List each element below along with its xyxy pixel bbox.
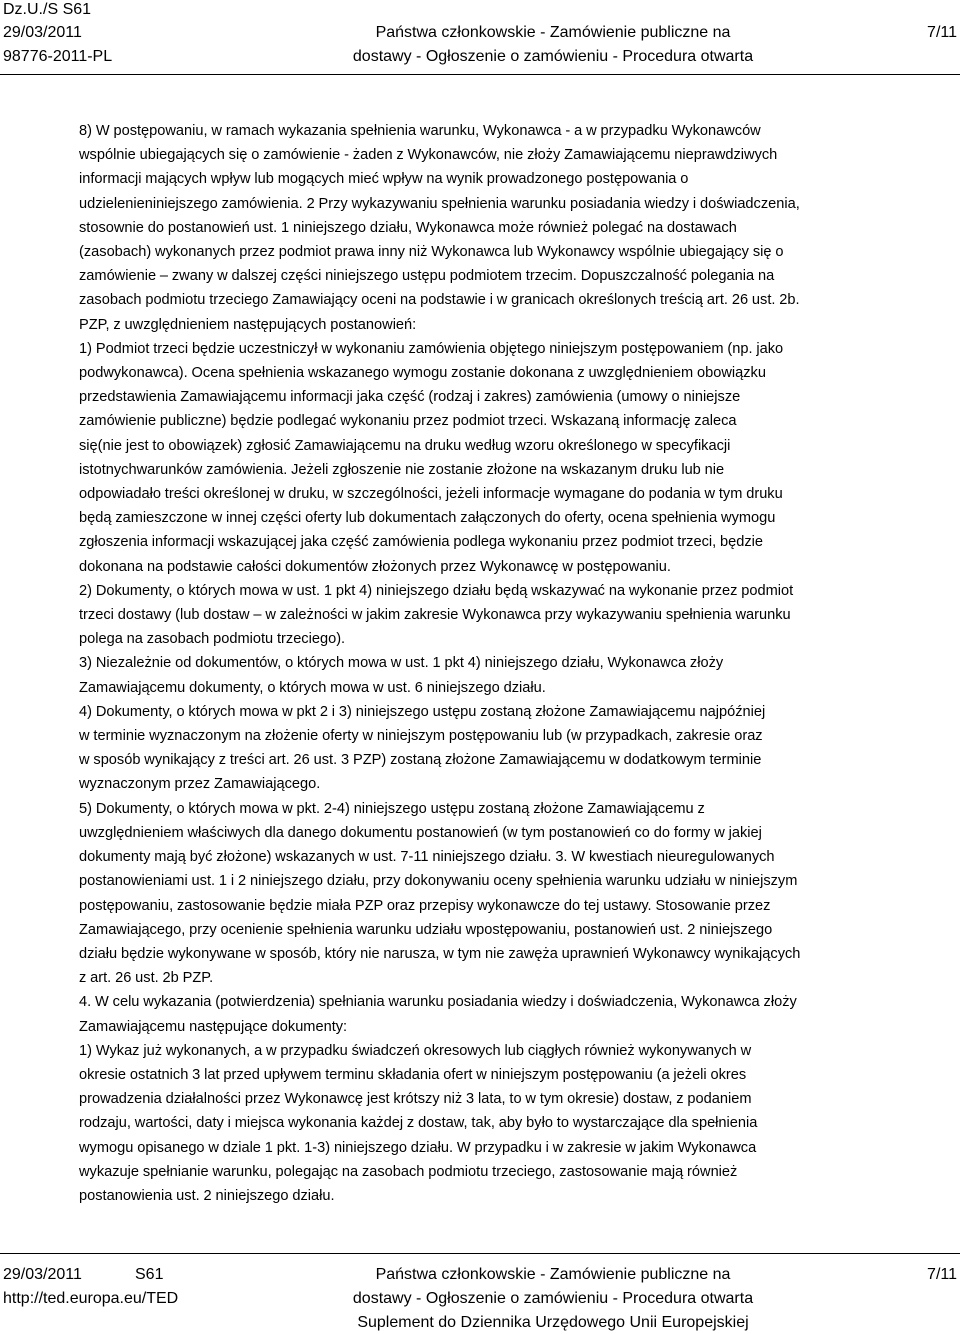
footer-title-line1: Państwa członkowskie - Zamówienie publiczne na [375,1266,731,1283]
line-7: zamówienie – zwany w dalszej części niniejszego ustępu podmiotem trzecim. Dopuszczalność polegania na [79,268,775,285]
line-1: 8) W postępowaniu, w ramach wykazania spełnienia warunku, Wykonawca - a w przypadku Wykonawców [79,123,761,139]
body-paragraph [79,119,960,1208]
line-16: odpowiadało treści określonej w druku, w szczególności, jeżeli informacje wymagane do podania w tym druku [79,486,783,503]
line-37: 4. W celu wykazania (potwierdzenia) spełniania warunku posiadania wiedzy i doświadczenia, Wykonawca złoży [79,994,797,1011]
line-24: Zamawiającemu dokumenty, o których mowa w ust. 6 niniejszego działu. [79,679,546,696]
line-43: wymogu opisanego w dziale 1 pkt. 1-3) niniejszego działu. W przypadku i w zakresie w jakim Wykonawca [79,1139,757,1156]
footer-supplement: Suplement do Dziennika Urzędowego Unii Europejskiej [357,1314,749,1331]
line-42: rodzaju, wartości, daty i miejsca wykonania każdej z dostaw, tak, aby było to wystarczające dla spełnienia [79,1115,758,1132]
header-title-line1: Państwa członkowskie - Zamówienie publiczne na [375,24,731,41]
line-10: 1) Podmiot trzeci będzie uczestniczył w wykonaniu zamówienia objętego niniejszym postępowaniem (np. jako [79,340,784,357]
line-39: 1) Wykaz już wykonanych, a w przypadku świadczeń okresowych lub ciągłych również wykonywanych w [79,1042,752,1059]
header-page-number: 7/11 [927,24,957,41]
page-footer [0,1257,960,1334]
footer-date: 29/03/2011 [3,1266,82,1283]
line-4: udzielenieniniejszego zamówienia. 2 Przy wykazywaniu spełnienia warunku posiadania wiedzy i doświadczenia, [79,195,800,212]
line-5: stosownie do postanowień ust. 1 niniejszego działu, Wykonawca może również polegać na dostawach [79,219,737,236]
line-12: przedstawienia Zamawiającemu informacji jaka część (rodzaj i zakres) zamówienia (umowy o niniejsze [79,389,741,406]
header-date: 29/03/2011 [3,24,82,41]
header-notice-number: 98776-2011-PL [3,48,113,65]
line-38: Zamawiającemu następujące dokumenty: [79,1018,348,1035]
line-11: podwykonawca). Ocena spełnienia wskazanego wymogu zostanie dokonana z uwzględnieniem obowiązku [79,365,766,382]
header-doc-id: Dz.U./S S61 [3,1,92,18]
line-35: działu będzie wykonywane w sposób, który nie narusza, w tym nie zawęża uprawnień Wykonawcy wynikających [79,945,801,962]
line-44: wykazuje spełnianie warunku, polegając na zasobach podmiotu trzeciego, zastosowanie mają również [79,1163,738,1180]
line-26: w terminie wyznaczonym na złożenie oferty w niniejszym postępowaniu lub (w przypadkach, zakresie oraz [79,728,763,745]
line-31: dokumenty mają być złożone) wskazanych w ust. 7-11 niniejszego działu. 3. W kwestiach nieuregulowanych [79,849,775,866]
line-36: z art. 26 ust. 2b PZP. [79,970,214,987]
line-8: zasobach podmiotu trzeciego Zamawiający oceni na podstawie i w granicach określonych treścią art. 26 ust. 2b. [79,292,800,309]
line-18: zgłoszenia informacji wskazującej jaka część zamówienia podlega wykonaniu przez podmiot trzeci, będzie [79,534,764,551]
footer-page-number: 7/11 [927,1266,957,1283]
line-6: (zasobach) wykonanych przez podmiot prawa inny niż Wykonawca lub Wykonawcy wspólnie ubiegający się o [79,244,784,261]
line-41: prowadzenia działalności przez Wykonawcę jest krótszy niż 3 lata, to w tym okresie) dostaw, z podaniem [79,1091,752,1108]
line-28: wyznaczonym przez Zamawiającego. [79,776,321,793]
line-13: zamówienie publiczne) będzie podlegać wykonaniu przez podmiot trzeci. Wskazaną informację zaleca [79,413,737,430]
line-29: 5) Dokumenty, o których mowa w pkt. 2-4) niniejszego ustępu zostaną złożone Zamawiającemu z [79,800,705,817]
line-40: okresie ostatnich 3 lat przed upływem terminu składania ofert w niniejszym postępowaniu (a jeżeli okres [79,1066,747,1083]
line-17: będą zamieszczone w innej części oferty lub dokumentach załączonych do oferty, ocena spełnienia wymogu [79,510,776,527]
line-22: polega na zasobach podmiotu trzeciego). [79,631,346,648]
footer-title-line2: dostawy - Ogłoszenie o zamówieniu - Procedura otwarta [352,1290,754,1307]
body-text [79,119,960,1208]
line-2: wspólnie ubiegających się o zamówienie - żaden z Wykonawców, nie złoży Zamawiającemu nieprawdziwych [79,147,778,164]
line-32: postanowieniami ust. 1 i 2 niniejszego działu, przy dokonywaniu oceny spełnienia warunku udziału w niniejszym [79,873,798,890]
line-34: Zamawiającego, przy ocenienie spełnienia warunku udziału wpostępowaniu, postanowień ust. 2 niniejszego [79,921,773,938]
line-3: informacji mających wpływ lub mogących mieć wpływ na wynik prowadzonego postępowania o [79,171,689,188]
footer-ted-link[interactable]: http://ted.europa.eu/TED [3,1290,179,1307]
line-14: się(nie jest to obowiązek) zgłosić Zamawiającemu na druku według wzoru określonego w specyfikacji [79,437,731,454]
header-title-line2: dostawy - Ogłoszenie o zamówieniu - Procedura otwarta [352,48,754,65]
line-19: dokonana na podstawie całości dokumentów złożonych przez Wykonawcę w postępowaniu. [79,558,671,575]
line-33: postępowaniu, zastosowanie będzie miała PZP oraz przepisy wykonawcze do tej ustawy. Stosowanie przez [79,897,771,914]
footer-divider [0,1253,960,1254]
line-15: istotnychwarunków zamówienia. Jeżeli zgłoszenie nie zostanie złożone na wskazanym druku lub nie [79,461,725,478]
line-27: w sposób wynikający z treści art. 26 ust. 3 PZP) zostaną złożone Zamawiającemu w dodatkowym terminie [79,752,762,769]
footer-section: S61 [135,1266,164,1283]
header-divider [0,74,960,75]
line-21: trzeci dostawy (lub dostaw – w zależności w jakim zakresie Wykonawca przy wykazywaniu spełnienia warunku [79,607,791,624]
line-9: PZP, z uwzględnieniem następujących postanowień: [79,316,417,333]
line-23: 3) Niezależnie od dokumentów, o których mowa w ust. 1 pkt 4) niniejszego działu, Wykonawca złoży [79,655,724,672]
line-20: 2) Dokumenty, o których mowa w ust. 1 pkt 4) niniejszego działu będą wskazywać na wykonanie przez podmiot [79,582,794,599]
line-45: postanowienia ust. 2 niniejszego działu. [79,1187,335,1204]
line-25: 4) Dokumenty, o których mowa w pkt 2 i 3) niniejszego ustępu zostaną złożone Zamawiającemu najpóźniej [79,703,766,720]
page-header [0,0,960,70]
line-30: uwzględnieniem właściwych dla danego dokumentu postanowień (w tym postanowień co do formy w jakiej [79,824,762,841]
